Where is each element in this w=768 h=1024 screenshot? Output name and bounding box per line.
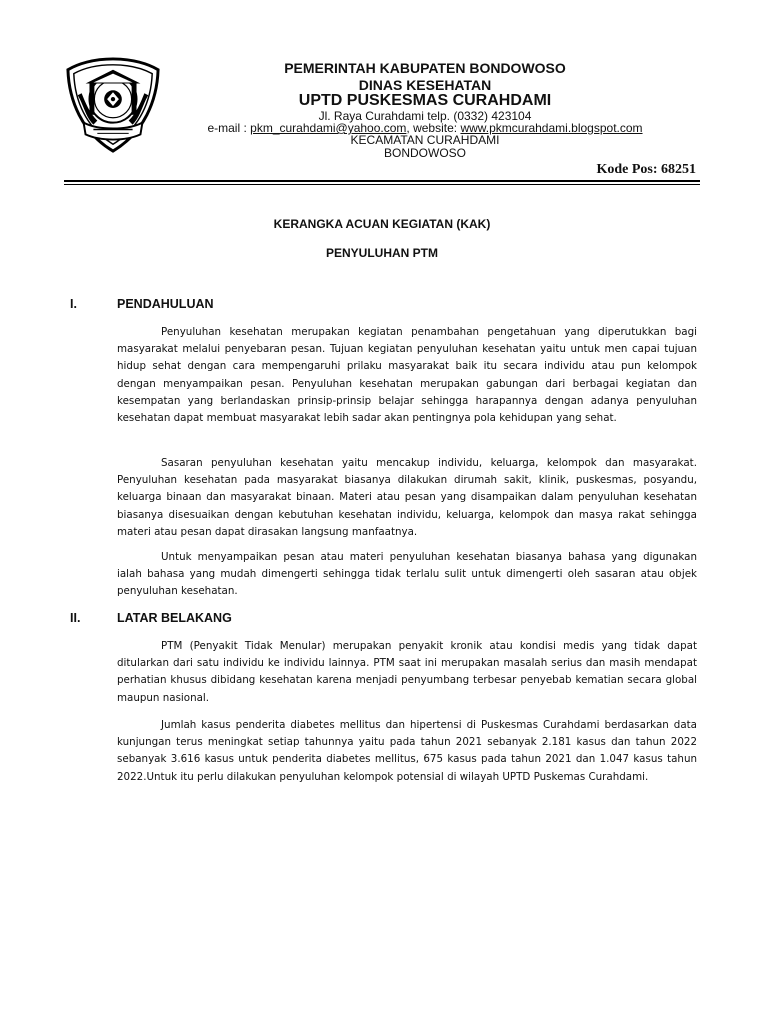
section-number: II.: [70, 611, 81, 625]
document-subtitle: PENYULUHAN PTM: [325, 246, 438, 260]
bondowoso-seal-logo: [64, 55, 162, 155]
paragraph: Penyuluhan kesehatan merupakan kegiatan penambahan pengetahuan yang diperutukkan bagi masyarakat melalui penyebaran pesan. Tujuan kegiatan penyuluhan kesehatan yaitu untuk men capai tujuan hidup sehat dengan cara mempengaruhi prilaku masyarakat baik itu secara individu atau pun kelompok dengan menyampaikan pesan. Penyuluhan kesehatan merupakan gabungan dari berbagai kegiatan dan kesempatan yang berlandaskan prinsip-prinsip belajar sehingga harapannya dengan adanya penyuluhan kesehatan dapat membuat masyarakat lebih sadar akan pentingnya pola kehidupan yang sehat.: [117, 326, 697, 425]
address-line: Jl. Raya Curahdami telp. (0332) 423104: [318, 109, 532, 123]
website-prefix: , website:: [406, 121, 461, 135]
government-name: PEMERINTAH KABUPATEN BONDOWOSO: [284, 60, 566, 76]
document-title: KERANGKA ACUAN KEGIATAN (KAK): [273, 217, 491, 231]
paragraph: Untuk menyampaikan pesan atau materi penyuluhan kesehatan biasanya bahasa yang digunakan ialah bahasa yang mudah dimengerti sehingga tidak terlalu sulit untuk dimengerti oleh sasaran atau objek penyuluhan kesehatan.: [117, 551, 697, 598]
paragraph: PTM (Penyakit Tidak Menular) merupakan penyakit kronik atau kondisi medis yang tidak dapat ditularkan dari satu individu ke individu lainnya. PTM saat ini merupakan masalah serius dan masih mendapat perhatian khusus dibidang kesehatan karena menjadi penyumbang terbesar penyebab kematian secara global maupun nasional.: [117, 640, 697, 704]
kecamatan-line: KECAMATAN CURAHDAMI: [350, 133, 500, 147]
kabupaten-line: BONDOWOSO: [383, 146, 466, 160]
agency-name: DINAS KESEHATAN: [358, 77, 492, 93]
section-number: I.: [70, 297, 77, 311]
letterhead-divider-thin: [64, 184, 700, 185]
paragraph: Jumlah kasus penderita diabetes mellitus dan hipertensi di Puskesmas Curahdami berdasarkan data kunjungan terus meningkat setiap tahunnya yaitu pada tahun 2021 sebanyak 2.181 kasus dan tahun 2022 sebanyak 3.616 kasus untuk penderita diabetes mellitus, 675 kasus pada tahun 2021 dan 1.047 kasus tahun 2022.Untuk itu perlu dilakukan penyuluhan kelompok potensial di wilayah UPTD Puskemas Curahdami.: [117, 719, 697, 783]
postal-code: Kode Pos: 68251: [596, 162, 696, 177]
section-heading: LATAR BELAKANG: [117, 611, 232, 625]
website-link[interactable]: www.pkmcurahdami.blogspot.com: [460, 121, 643, 135]
section-heading: PENDAHULUAN: [117, 297, 214, 311]
paragraph: Sasaran penyuluhan kesehatan yaitu mencakup individu, keluarga, kelompok dan masyarakat. Penyuluhan kesehatan pada masyarakat biasanya dilakukan dirumah sakit, klinik, puskesmas, posyandu, keluarga binaan dan masyarakat binaan. Materi atau pesan yang disampaikan dalam penyuluhan kesehatan biasanya disesuaikan dengan kebutuhan kesehatan individu, keluarga, kelompok dan masya rakat sehingga materi atau pesan dapat dirasakan langsung manfaatnya.: [117, 457, 697, 538]
letterhead-divider: [64, 180, 700, 182]
email-prefix: e-mail :: [207, 121, 251, 135]
email-link[interactable]: pkm_curahdami@yahoo.com: [250, 121, 407, 135]
institution-name: UPTD PUSKESMAS CURAHDAMI: [298, 92, 552, 109]
